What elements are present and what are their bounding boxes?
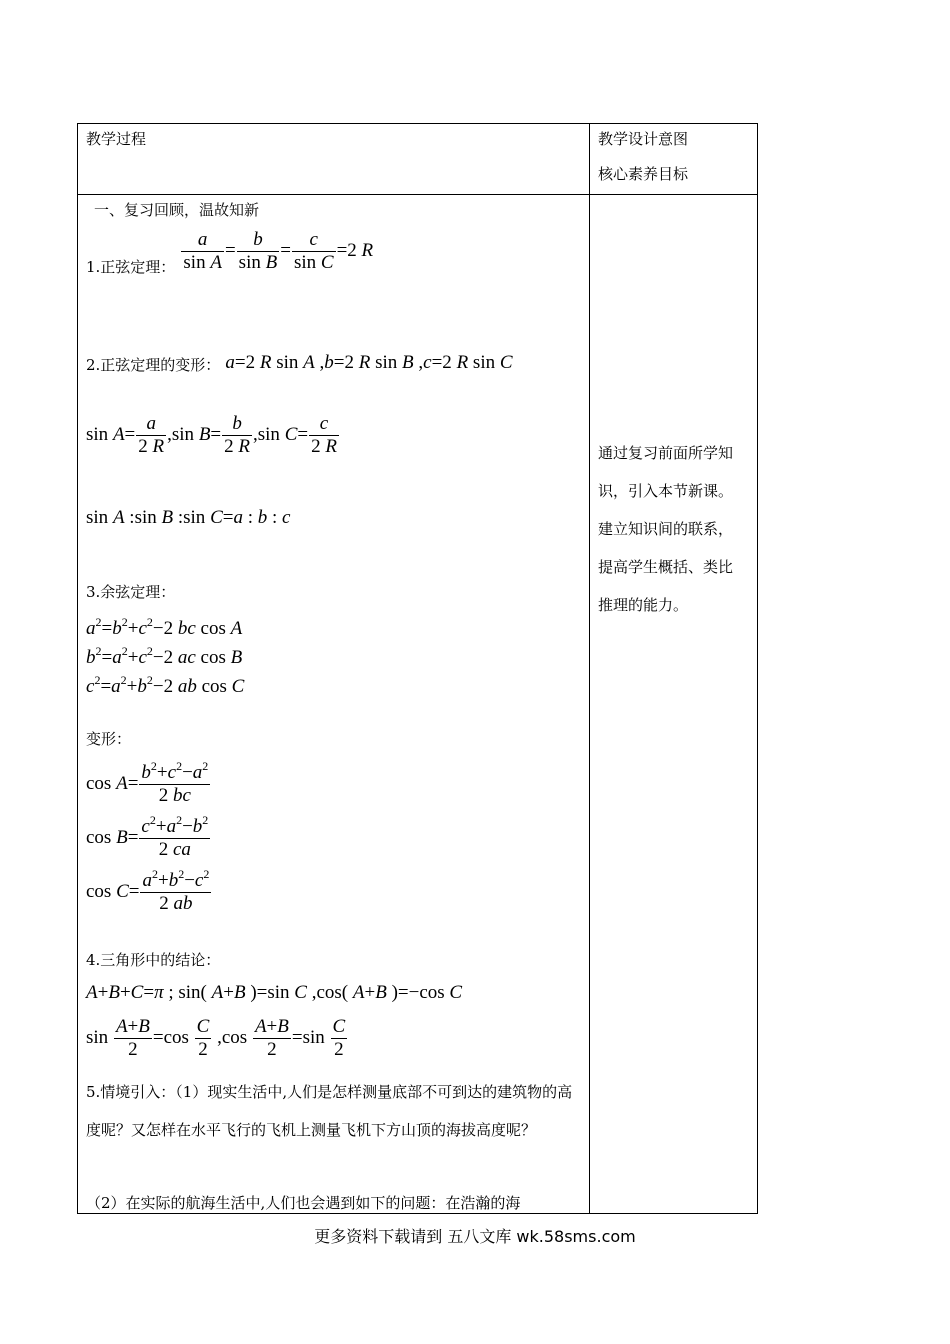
design-intent-text: 通过复习前面所学知识，引入本节新课。建立知识间的联系，提高学生概括、类比推理的能力。 <box>598 444 734 614</box>
header-core-literacy: 核心素养目标 <box>598 165 689 183</box>
situation-paragraph-2: （2）在实际的航海生活中,人们也会遇到如下的问题：在浩瀚的海 <box>86 1194 521 1212</box>
sine-variation-line <box>86 352 513 374</box>
law-of-sines <box>86 229 373 274</box>
footer-link[interactable]: 更多资料下载请到 五八文库 wk.58sms.com <box>314 1227 636 1246</box>
cos-a-formula: cos A= $\frac{b^2+c^2-a^2}{2 bc}$ <box>86 759 209 806</box>
sine-variation-formula: a=2 R sin A ,b=2 R sin B ,c=2 R sin C <box>225 352 513 373</box>
sine-ratio-formula: sin A= $\frac{a}{2 R}$ ,sin B= $\frac{b}{2 R}$ ,sin C= $\frac{c}{2 R}$ <box>86 413 337 457</box>
law-of-sines-formula: $\frac{a}{\text{sin A}}$ = $\frac{b}{\text{sin B}}$ = $\frac{c}{\text{sin C}}$ =2 R <box>183 229 374 273</box>
header-teaching-process: 教学过程 <box>86 130 147 148</box>
cosine-formula-a: $a^2=b^2+c^2-2$ bc cos A <box>86 615 243 639</box>
header-design-intent: 教学设计意图 <box>598 130 689 148</box>
variation-label: 2.正弦定理的变形： <box>86 356 221 374</box>
situation-paragraph-1: 5.情境引入：（1）现实生活中,人们是怎样测量底部不可到达的建筑物的高度呢？又怎样在水平飞行的飞机上测量飞机下方山顶的海拔高度呢？ <box>86 1083 573 1139</box>
angle-sum-formula: A+B+C=π ; sin( A+B )=sin C ,cos( A+B )=−cos C <box>86 982 463 1003</box>
law-of-cosines-label: 3.余弦定理： <box>86 583 176 601</box>
cos-c-formula: cos C= $\frac{a^2+b^2-c^2}{2 ab}$ <box>86 867 210 914</box>
column-divider <box>589 123 590 1214</box>
sine-ratio-line <box>86 413 340 458</box>
law-of-sines-label: 1.正弦定理： <box>86 257 176 276</box>
cosine-formula-b: $b^2=a^2+c^2-2$ ac cos B <box>86 644 243 668</box>
cosine-formula-c: $c^2=a^2+b^2-2$ ab cos C <box>86 673 245 697</box>
conclusion-label: 4.三角形中的结论： <box>86 951 221 969</box>
header-divider <box>77 194 758 195</box>
half-angle-formula: sin $\frac{A+B}{2}$ =cos $\frac{C}{2}$ ,cos $\frac{A+B}{2}$ =sin $\frac{C}{2}$ <box>86 1016 346 1060</box>
variation2-label: 变形： <box>86 730 132 748</box>
sine-proportion-line <box>86 507 290 529</box>
sine-proportion-formula: sin A :sin B :sin C=a : b : c <box>86 507 291 528</box>
cos-b-formula: cos B= $\frac{c^2+a^2-b^2}{2 ca}$ <box>86 813 209 860</box>
section-title: 一、复习回顾，温故知新 <box>94 201 260 219</box>
